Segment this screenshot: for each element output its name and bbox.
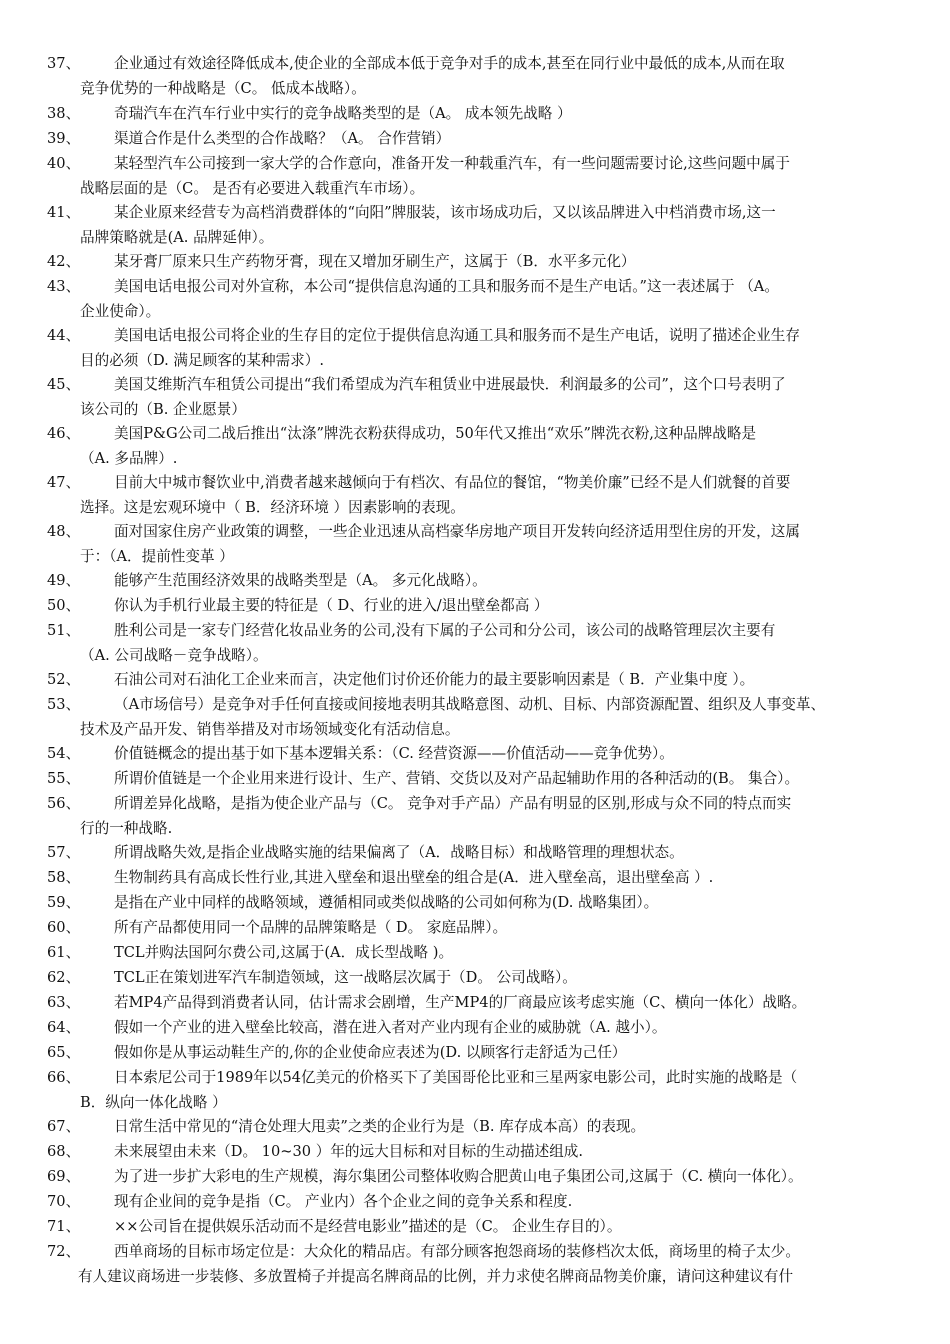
question-number: 45、: [47, 376, 81, 393]
question-text: 你认为手机行业最主要的特征是（ D、行业的进入/退出壁垒都高 ）: [114, 597, 549, 614]
question-number: 53、: [47, 696, 81, 713]
question-number: 63、: [47, 994, 81, 1011]
question-text-continued: （A. 公司战略－竞争战略）。: [80, 646, 268, 664]
question-number: 55、: [47, 770, 81, 787]
question-text: 某企业原来经营专为高档消费群体的“向阳”牌服装，该市场成功后，又以该品牌进入中档消费市场,这一: [114, 204, 776, 221]
question-text: 未来展望由未来（D。 10~30 ）年的远大目标和对目标的生动描述组成.: [114, 1143, 584, 1160]
question-text: 假如一个产业的进入壁垒比较高，潜在进入者对产业内现有企业的威胁就（A. 越小）。: [114, 1019, 667, 1036]
question-number: 47、: [47, 474, 81, 491]
question-text: 美国电话电报公司对外宣称，本公司“提供信息沟通的工具和服务而不是生产电话。”这一表述属于 （A。: [114, 278, 779, 295]
question-number: 65、: [47, 1044, 81, 1061]
question-number: 38、: [47, 105, 81, 122]
question-text: 价值链概念的提出基于如下基本逻辑关系：（C. 经营资源——价值活动——竞争优势）。: [114, 745, 674, 762]
question-text: 是指在产业中同样的战略领域，遵循相同或类似战略的公司如何称为(D. 战略集团）。: [114, 894, 659, 911]
question-text-continued: 战略层面的是（C。 是否有必要进入载重汽车市场）。: [80, 179, 425, 197]
question-text: 所谓价值链是一个企业用来进行设计、生产、营销、交货以及对产品起辅助作用的各种活动的(B。 集合）。: [114, 770, 800, 787]
question-text: 西单商场的目标市场定位是：大众化的精品店。有部分顾客抱怨商场的装修档次太低，商场里的椅子太少。: [114, 1243, 800, 1260]
question-number: 66、: [47, 1069, 81, 1086]
question-text: 石油公司对石油化工企业来而言，决定他们讨价还价能力的最主要影响因素是（ B．产业集中度 ）。: [114, 671, 755, 688]
question-text-continued: 目的必须（D. 满足顾客的某种需求）.: [80, 351, 325, 369]
question-text: TCL正在策划进军汽车制造领域，这一战略层次属于（D。 公司战略）。: [114, 969, 577, 986]
question-number: 44、: [47, 327, 81, 344]
question-text-continued: （A. 多品牌）.: [80, 449, 178, 467]
question-text-continued: 企业使命）。: [80, 302, 161, 320]
question-text-continued: 有人建议商场进一步装修、多放置椅子并提高名牌商品的比例，并力求使名牌商品物美价廉，请问这种建议有什: [78, 1267, 794, 1285]
question-text: 渠道合作是什么类型的合作战略？（A。 合作营销）: [114, 130, 451, 147]
question-number: 59、: [47, 894, 81, 911]
question-text: 胜利公司是一家专门经营化妆品业务的公司,没有下属的子公司和分公司，该公司的战略管理层次主要有: [114, 622, 776, 639]
question-text: 为了进一步扩大彩电的生产规模，海尔集团公司整体收购合肥黄山电子集团公司,这属于（C. 横向一体化）。: [114, 1168, 803, 1185]
question-text: 生物制药具有高成长性行业,其进入壁垒和退出壁垒的组合是(A．进入壁垒高，退出壁垒高 ）.: [114, 869, 714, 886]
question-text: 美国艾维斯汽车租赁公司提出“我们希望成为汽车租赁业中进展最快．利润最多的公司”，这个口号表明了: [114, 376, 786, 393]
question-number: 69、: [47, 1168, 81, 1185]
question-text: TCL并购法国阿尔费公司,这属于(A．成长型战略 )。: [114, 944, 454, 961]
question-number: 61、: [47, 944, 81, 961]
question-text-continued: 品牌策略就是(A. 品牌延伸）。: [80, 228, 274, 246]
question-number: 67、: [47, 1118, 81, 1135]
question-text: 某牙膏厂原来只生产药物牙膏，现在又增加牙刷生产，这属于（B．水平多元化）: [114, 253, 636, 270]
question-text: 所有产品都使用同一个品牌的品牌策略是（ D。 家庭品牌）。: [114, 919, 508, 936]
question-text: （A市场信号）是竞争对手任何直接或间接地表明其战略意图、动机、目标、内部资源配置、组织及人事变革、: [114, 696, 826, 713]
question-text: 所谓差异化战略，是指为使企业产品与（C。 竞争对手产品）产品有明显的区别,形成与众不同的特点而实: [114, 795, 792, 812]
question-text: 现有企业间的竞争是指（C。 产业内）各个企业之间的竞争关系和程度.: [114, 1193, 573, 1210]
question-number: 62、: [47, 969, 81, 986]
question-number: 41、: [47, 204, 81, 221]
question-text: 某轻型汽车公司接到一家大学的合作意向，准备开发一种载重汽车，有一些问题需要讨论,这些问题中属于: [114, 155, 790, 172]
question-text: 日常生活中常见的“清仓处理大甩卖”之类的企业行为是（B. 库存成本高）的表现。: [114, 1118, 646, 1135]
question-number: 46、: [47, 425, 81, 442]
question-number: 54、: [47, 745, 81, 762]
question-text-continued: B．纵向一体化战略 ）: [80, 1093, 227, 1111]
question-text: 面对国家住房产业政策的调整，一些企业迅速从高档豪华房地产项目开发转向经济适用型住房的开发，这属: [114, 523, 800, 540]
question-text: 假如你是从事运动鞋生产的,你的企业使命应表述为(D. 以顾客行走舒适为己任）: [114, 1044, 627, 1061]
question-number: 57、: [47, 844, 81, 861]
question-text: 若MP4产品得到消费者认同，估计需求会剧增，生产MP4的厂商最应该考虑实施（C、横向一体化）战略。: [114, 994, 807, 1011]
question-number: 42、: [47, 253, 81, 270]
question-number: 49、: [47, 572, 81, 589]
question-number: 60、: [47, 919, 81, 936]
question-number: 50、: [47, 597, 81, 614]
question-number: 70、: [47, 1193, 81, 1210]
question-number: 71、: [47, 1218, 81, 1235]
question-number: 52、: [47, 671, 81, 688]
question-text: 日本索尼公司于1989年以54亿美元的价格买下了美国哥伦比亚和三星两家电影公司，此时实施的战略是（: [114, 1069, 798, 1086]
question-text: ××公司旨在提供娱乐活动而不是经营电影业”描述的是（C。 企业生存目的）。: [114, 1218, 622, 1235]
question-text-continued: 竞争优势的一种战略是（C。 低成本战略）。: [80, 79, 366, 97]
question-text: 奇瑞汽车在汽车行业中实行的竞争战略类型的是（A。 成本领先战略 ）: [114, 105, 572, 122]
question-number: 39、: [47, 130, 81, 147]
question-number: 58、: [47, 869, 81, 886]
question-number: 56、: [47, 795, 81, 812]
question-text: 美国电话电报公司将企业的生存目的定位于提供信息沟通工具和服务而不是生产电话，说明了描述企业生存: [114, 327, 800, 344]
question-text-continued: 选择。这是宏观环境中（ B．经济环境 ）因素影响的表现。: [80, 498, 465, 516]
question-text-continued: 技术及产品开发、销售举措及对市场领域变化有活动信息。: [80, 720, 460, 738]
question-number: 37、: [47, 55, 81, 72]
question-text: 美国P&G公司二战后推出“汰涤”牌洗衣粉获得成功，50年代又推出“欢乐”牌洗衣粉,这种品牌战略是: [114, 425, 757, 442]
question-text: 企业通过有效途径降低成本,使企业的全部成本低于竞争对手的成本,甚至在同行业中最低的成本,从而在取: [114, 55, 785, 72]
question-number: 68、: [47, 1143, 81, 1160]
question-text: 能够产生范围经济效果的战略类型是（A。 多元化战略）。: [114, 572, 487, 589]
question-text: 目前大中城市餐饮业中,消费者越来越倾向于有档次、有品位的餐馆，“物美价廉”已经不是人们就餐的首要: [114, 474, 791, 491]
question-text-continued: 行的一种战略.: [80, 819, 173, 837]
question-text-continued: 该公司的（B. 企业愿景）: [80, 400, 246, 418]
question-text: 所谓战略失效,是指企业战略实施的结果偏离了（A．战略目标）和战略管理的理想状态。: [114, 844, 684, 861]
question-number: 51、: [47, 622, 81, 639]
question-number: 72、: [47, 1243, 81, 1260]
question-number: 64、: [47, 1019, 81, 1036]
question-text-continued: 于：（A．提前性变革 ）: [80, 547, 234, 565]
question-number: 48、: [47, 523, 81, 540]
question-number: 40、: [47, 155, 81, 172]
question-number: 43、: [47, 278, 81, 295]
